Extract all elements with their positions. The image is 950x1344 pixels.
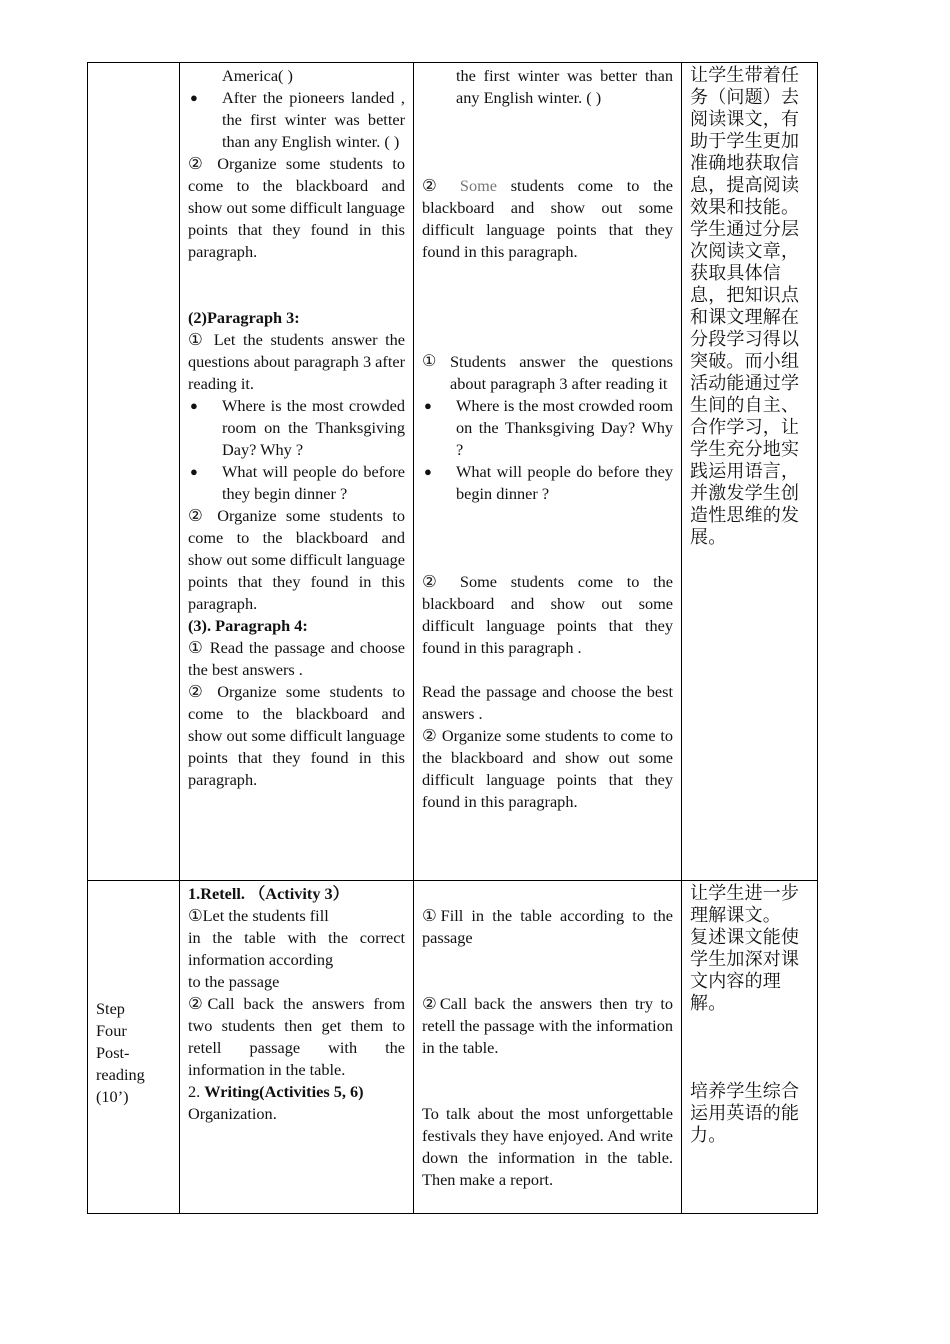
p3-question-2: ● What will people do before they begin dinner ? (190, 462, 405, 503)
student-activity-cell (414, 63, 682, 881)
retell-step2: ②Call back the answers from two students then get them to retell passage with the information in the table. (188, 994, 405, 1079)
p3-task2: ② Organize some students to come to the blackboard and show out some difficult language points that they found in this paragraph. (188, 506, 405, 613)
bullet-icon: ● (190, 90, 198, 105)
s-p3-question-1: ● Where is the most crowded room on the Thanksgiving Day? Why ? (424, 396, 673, 459)
step-name-1: Post- (96, 1043, 130, 1062)
retell-step1-c: to the passage (188, 972, 280, 991)
p1-task2: ② Organize some students to come to the blackboard and show out some difficult language points that they found in this paragraph. (188, 154, 405, 261)
retell-step1-a: ①Let the students fill (188, 906, 329, 925)
p1-question-tail: America( ) (222, 66, 293, 85)
p4-task2: ② Organize some students to come to the blackboard and show out some difficult language points that they found in this paragraph. (188, 682, 405, 789)
bullet-icon: ● (190, 398, 198, 413)
p4-task1: ① Read the passage and choose the best answers . (188, 638, 405, 679)
s-p4-task1: Read the passage and choose the best answers . (422, 682, 673, 723)
s-p4-task2: ② Organize some students to come to the blackboard and show out some difficult language points that they found in this paragraph. (422, 726, 673, 811)
purpose-postreading-cell (682, 881, 818, 1214)
purpose-retell: 复述课文能使学生加深对课文内容的理解。 (690, 927, 800, 1014)
writing-organization: Organization. (188, 1104, 277, 1123)
while-reading-row (88, 63, 818, 881)
writing-heading: 2. Writing(Activities 5, 6) (188, 1082, 364, 1101)
post-reading-row (88, 881, 818, 1214)
step-number: Four (96, 1021, 127, 1040)
s-p3-task2: ② Some students come to the blackboard and show out some difficult language points that they found in this paragraph . (422, 572, 673, 657)
s-p1-task2: ② Some students come to the blackboard and show out some difficult language points that they found in this paragraph. (422, 176, 673, 261)
bullet-icon: ● (424, 398, 432, 413)
bullet-icon: ● (190, 464, 198, 479)
p3-question-1: ● Where is the most crowded room on the Thanksgiving Day? Why ? (190, 396, 405, 459)
p1-bullet-item (188, 87, 405, 153)
p4-heading: (3). Paragraph 4: (188, 616, 308, 635)
step-duration: (10’) (96, 1087, 129, 1106)
s-p3-task1: ① Students answer the questions about paragraph 3 after reading it (422, 352, 673, 393)
callback-retell: ②Call back the answers then try to retell the passage with the information in the table. (422, 994, 673, 1057)
p3-heading: (2)Paragraph 3: (188, 308, 300, 327)
s-p3-question-2: ● What will people do before they begin dinner ? (424, 462, 673, 503)
teacher-activity-cell (180, 63, 414, 881)
student-postreading-cell (414, 881, 682, 1214)
step-name-2: reading (96, 1065, 145, 1084)
s-p1-tail: the first winter was better than any English winter. ( ) (456, 66, 673, 107)
purpose-ability: 培养学生综合运用英语的能力。 (690, 1081, 800, 1146)
purpose-text: 让学生带着任务（问题）去阅读课文，有助于学生更加准确地获取信息，提高阅读效果和技能。学生通过分层次阅读文章，获取具体信息，把知识点和课文理解在分段学习得以突破。而小组活动能通过学生间的自主、合作学习，让学生充分地实践运用语言，并激发学生创造性思维的发展。 (690, 65, 800, 548)
talk-festivals: To talk about the most unforgettable festivals they have enjoyed. And write down the information in the table. Then make a report. (422, 1104, 673, 1189)
p3-task1: ① Let the students answer the questions about paragraph 3 after reading it. (188, 330, 406, 393)
purpose-understand: 让学生进一步理解课文。 (690, 883, 800, 926)
purpose-cell (682, 63, 818, 881)
retell-step1-b: in the table with the correct information according (188, 928, 405, 969)
retell-heading: 1.Retell. （Activity 3） (188, 884, 349, 903)
p1-bullet-text: After the pioneers landed , the first winter was better than any English winter. ( ) (222, 88, 405, 151)
step-label: Step (96, 999, 125, 1018)
lesson-plan-table (87, 62, 818, 1214)
step-four-cell (88, 881, 180, 1214)
fill-table: ①Fill in the table according to the passage (422, 906, 673, 947)
teacher-postreading-cell (180, 881, 414, 1214)
step-cell-empty (88, 63, 180, 881)
circled-one-icon: ① (422, 353, 437, 370)
bullet-icon: ● (424, 464, 432, 479)
